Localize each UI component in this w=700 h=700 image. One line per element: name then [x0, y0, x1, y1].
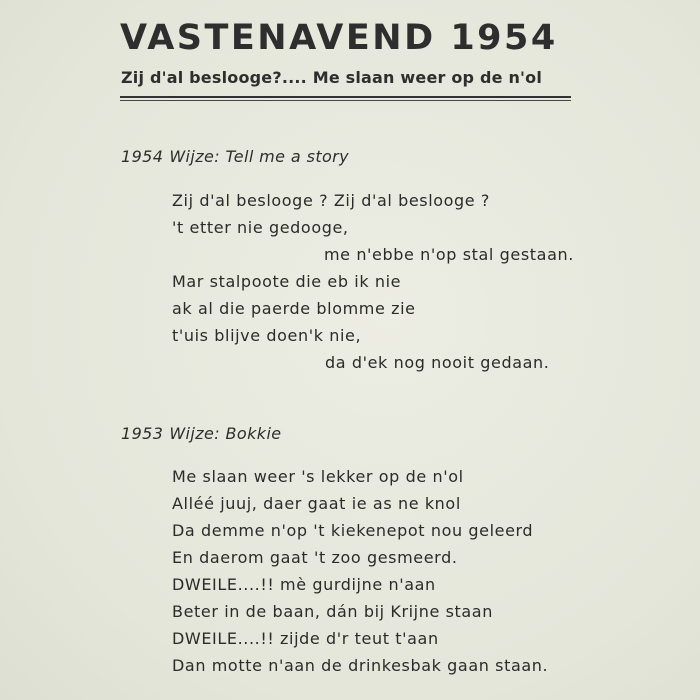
song-1-tune: Wijze: Tell me a story [169, 147, 350, 166]
lyric-line: En daerom gaat 't zoo gesmeerd. [172, 548, 458, 567]
song-2-heading [121, 424, 282, 443]
lyric-line: da d'ek nog nooit gedaan. [325, 353, 550, 372]
song-2-year: 1953 [121, 424, 164, 443]
lyric-line: Alléé juuj, daer gaat ie as ne knol [172, 494, 461, 513]
lyric-line: DWEILE....!! zijde d'r teut t'aan [172, 629, 439, 648]
lyric-line: Zij d'al beslooge ? Zij d'al beslooge ? [172, 191, 491, 210]
lyric-line: Beter in de baan, dán bij Krijne staan [172, 602, 493, 621]
page-subtitle: Zij d'al beslooge?.... Me slaan weer op de n'ol [121, 68, 543, 87]
lyric-line: Da demme n'op 't kiekenepot nou geleerd [172, 521, 534, 540]
title-rule-thick [120, 96, 571, 98]
song-2-tune: Wijze: Bokkie [169, 424, 282, 443]
page-title: VASTENAVEND 1954 [120, 18, 558, 58]
lyric-line: t'uis blijve doen'k nie, [172, 326, 362, 345]
song-1-year: 1954 [121, 147, 164, 166]
song-1-heading [121, 147, 349, 166]
lyric-line: me n'ebbe n'op stal gestaan. [324, 245, 574, 264]
lyric-line: Mar stalpoote die eb ik nie [172, 272, 402, 291]
lyric-line: Dan motte n'aan de drinkesbak gaan staan. [172, 656, 549, 675]
lyric-line: Me slaan weer 's lekker op de n'ol [172, 467, 464, 486]
lyric-line: DWEILE....!! mè gurdijne n'aan [172, 575, 436, 594]
song-2-lyrics [172, 463, 548, 679]
title-rule-thin [120, 100, 571, 101]
lyric-line: 't etter nie gedooge, [172, 218, 349, 237]
lyric-line: ak al die paerde blomme zie [172, 299, 416, 318]
song-1-lyrics [172, 187, 574, 376]
